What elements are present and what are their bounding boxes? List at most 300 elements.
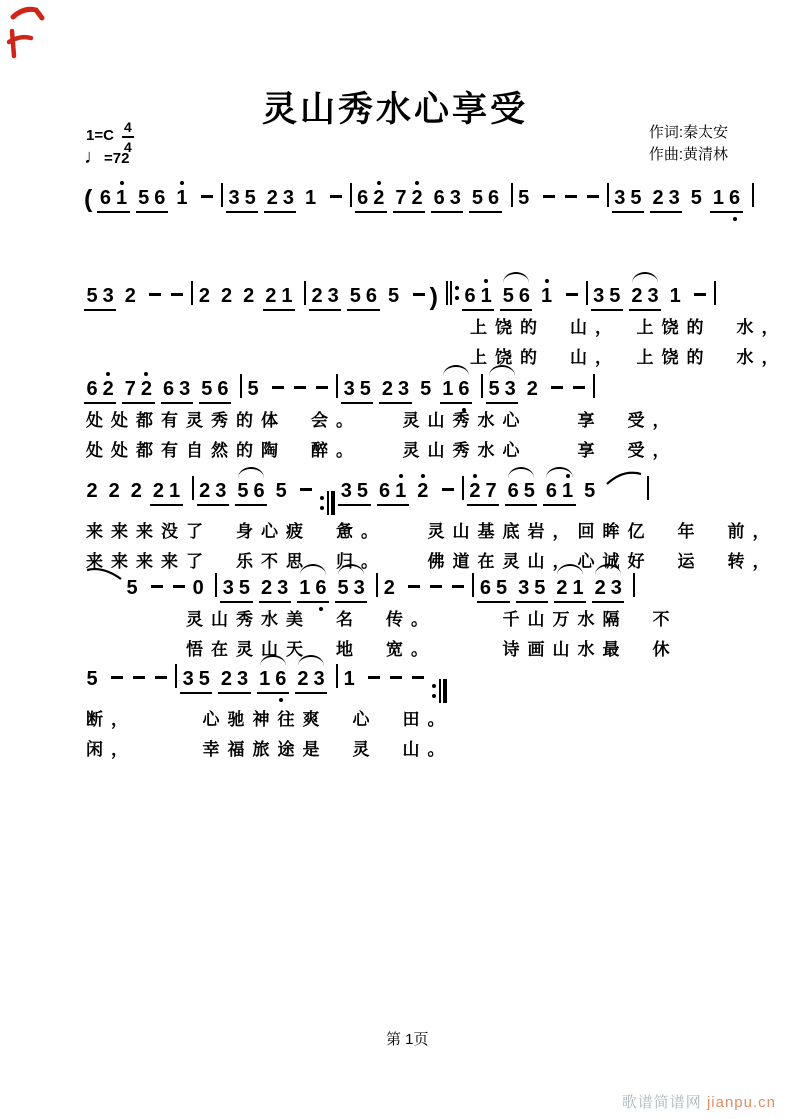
- beam-notes: [257, 667, 289, 694]
- note: 7: [395, 187, 407, 209]
- note: 6: [726, 186, 742, 210]
- note: 1: [442, 378, 454, 400]
- beam-notes: [295, 667, 327, 694]
- slur-arc: [632, 272, 658, 283]
- octave-dot-above: [106, 372, 110, 376]
- note: 5: [244, 187, 256, 209]
- beam-notes: [629, 284, 661, 311]
- note: 5: [488, 378, 500, 400]
- beam-group: [161, 377, 193, 404]
- beam-notes: [180, 667, 212, 694]
- barline: [633, 573, 635, 597]
- duration-dash: [272, 386, 284, 389]
- repeat-dot: [320, 506, 324, 510]
- duration-dash: [543, 195, 555, 198]
- duration-dash: [413, 293, 425, 296]
- beam-group: [338, 479, 370, 506]
- note: 2: [221, 285, 233, 307]
- slur-arc: [300, 564, 326, 575]
- note: 5: [247, 378, 259, 400]
- note: 5: [584, 480, 596, 502]
- repeat-dot: [455, 286, 459, 290]
- beam-group: [486, 377, 518, 404]
- time-signature-top: 4: [124, 119, 132, 135]
- note: 6: [273, 667, 289, 691]
- beam-group: [295, 667, 327, 694]
- beam-notes: [379, 377, 411, 404]
- note: 5: [518, 187, 530, 209]
- note: 6: [154, 187, 166, 209]
- note: 2: [409, 186, 425, 210]
- slur-arc: [238, 467, 264, 478]
- duration-dash: [155, 676, 167, 679]
- note-token: [190, 576, 206, 600]
- parenthesis: ): [429, 283, 438, 311]
- note: 6: [456, 377, 472, 401]
- beam-notes: [462, 284, 494, 311]
- octave-dot-below: [733, 217, 737, 221]
- beam-group: [136, 186, 168, 213]
- beam-group: [467, 479, 499, 506]
- note: 2: [86, 480, 98, 502]
- beam-notes: [486, 377, 518, 404]
- lyricist-credit: 作词:秦太安: [648, 124, 728, 141]
- note-token: [128, 479, 144, 503]
- beam-group: [543, 479, 575, 506]
- beam-notes: [467, 479, 499, 506]
- slur-arc: [260, 655, 286, 666]
- note: 5: [86, 668, 98, 690]
- duration-dash: [566, 293, 578, 296]
- note: 5: [630, 187, 642, 209]
- repeat-barline: [327, 491, 329, 515]
- duration-dash: [694, 293, 706, 296]
- beam-notes: [341, 377, 373, 404]
- note: 6: [518, 285, 530, 307]
- slur-arc: [443, 365, 469, 376]
- barline: [336, 664, 338, 688]
- duration-dash: [551, 386, 563, 389]
- beam-notes: [650, 186, 682, 213]
- beam-notes: [500, 284, 532, 311]
- note: 1: [478, 284, 494, 308]
- beam-notes: [543, 479, 575, 506]
- beam-notes: [197, 479, 229, 506]
- beam-group: [431, 186, 463, 213]
- song-title: 灵山秀水心享受: [261, 90, 528, 129]
- note: 3: [179, 378, 191, 400]
- note: 2: [199, 480, 211, 502]
- octave-dot-above: [377, 181, 381, 185]
- beam-group: [264, 186, 296, 213]
- note: 5: [201, 378, 213, 400]
- note: 5: [502, 285, 514, 307]
- composer-credit: 作曲:黄清林: [648, 145, 728, 163]
- note: 2: [220, 668, 232, 690]
- notes-row: [84, 167, 774, 213]
- note: 2: [652, 187, 664, 209]
- beam-notes: [592, 576, 624, 603]
- notation-line: [84, 265, 787, 371]
- barline: [191, 281, 193, 305]
- red-corner-marks: [2, 2, 52, 64]
- repeat-dots: [320, 496, 324, 510]
- note-token: [124, 576, 140, 600]
- note: 5: [237, 480, 249, 502]
- beam-group: [84, 284, 116, 311]
- beam-group: [199, 377, 231, 404]
- note: 2: [371, 186, 387, 210]
- note: 3: [327, 285, 339, 307]
- octave-dot-above: [484, 279, 488, 283]
- beam-notes: [431, 186, 463, 213]
- beam-group: [335, 576, 367, 603]
- beam-notes: [710, 186, 742, 213]
- duration-dash: [173, 585, 185, 588]
- barline: [376, 573, 378, 597]
- octave-dot-above: [120, 181, 124, 185]
- note-token: [538, 284, 554, 308]
- octave-dot-above: [566, 474, 570, 478]
- duration-dash: [171, 293, 183, 296]
- repeat-barline-thick: [331, 491, 335, 515]
- duration-dash: [201, 195, 213, 198]
- note: 2: [130, 480, 142, 502]
- beam-group: [259, 576, 291, 603]
- beam-notes: [347, 284, 379, 311]
- note: 5: [349, 285, 361, 307]
- octave-dot-above: [180, 181, 184, 185]
- note: 2: [152, 480, 164, 502]
- note: 6: [99, 187, 111, 209]
- note: 6: [464, 285, 476, 307]
- beam-notes: [84, 284, 116, 311]
- notes-row: [84, 453, 774, 515]
- duration-dash: [412, 676, 424, 679]
- duration-dash: [300, 488, 312, 491]
- slur-arc: [503, 272, 529, 283]
- note: 2: [108, 480, 120, 502]
- beam-notes: [440, 377, 472, 404]
- beam-group: [377, 479, 409, 506]
- duration-dash: [442, 488, 454, 491]
- beam-notes: [226, 186, 258, 213]
- lyrics-row: 断， 心驰神往爽 心 田。: [86, 710, 453, 729]
- beam-group: [710, 186, 742, 213]
- note-token: [381, 576, 397, 600]
- note: 3: [277, 577, 289, 599]
- beam-group: [554, 576, 586, 603]
- beam-notes: [612, 186, 644, 213]
- lyrics-row: 闲， 幸福旅途是 灵 山。: [86, 740, 453, 759]
- note-token: [418, 377, 434, 401]
- note: 6: [313, 576, 329, 600]
- repeat-end-sign: [320, 491, 335, 515]
- watermark-url: jianpu.cn: [706, 1094, 776, 1111]
- notes-row: [84, 358, 774, 404]
- slur-arc: [595, 564, 621, 575]
- note: 6: [545, 480, 557, 502]
- note: 6: [86, 378, 98, 400]
- slur-arc: [338, 564, 364, 575]
- lyrics-row: 处处都有自然的陶 醉。 灵山秀水心 享 受，: [86, 441, 678, 460]
- beam-notes: [264, 186, 296, 213]
- lyrics-row: 上饶的 山， 上饶的 水，: [470, 318, 787, 337]
- slur-arc: [489, 365, 515, 376]
- notation-line: [84, 648, 774, 763]
- beam-group: [226, 186, 258, 213]
- beam-notes: [377, 479, 409, 506]
- note: 5: [238, 577, 250, 599]
- beam-group: [477, 576, 509, 603]
- beam-group: [84, 377, 116, 404]
- slur-arc: [298, 655, 324, 666]
- note: 3: [398, 378, 410, 400]
- note: 6: [507, 480, 519, 502]
- duration-dash: [587, 195, 599, 198]
- note: 5: [86, 285, 98, 307]
- notes-row: [84, 550, 778, 603]
- duration-dash: [368, 676, 380, 679]
- beam-group: [297, 576, 329, 603]
- note: 3: [222, 577, 234, 599]
- time-signature-divider: [122, 136, 134, 138]
- note: 2: [297, 668, 309, 690]
- beam-group: [592, 576, 624, 603]
- note: 3: [647, 285, 659, 307]
- duration-dash: [294, 386, 306, 389]
- note-token: [241, 284, 257, 308]
- note: 6: [433, 187, 445, 209]
- note: 3: [353, 577, 365, 599]
- note-token: [84, 667, 100, 691]
- note: 2: [631, 285, 643, 307]
- note-token: [386, 284, 402, 308]
- note: 5: [198, 668, 210, 690]
- repeat-dots: [432, 684, 436, 698]
- beam-notes: [136, 186, 168, 213]
- barline: [593, 374, 595, 398]
- note: 3: [228, 187, 240, 209]
- note: 5: [359, 378, 371, 400]
- note: 5: [609, 285, 621, 307]
- duration-dash: [565, 195, 577, 198]
- beam-notes: [297, 576, 329, 603]
- quarter-note-icon: ♩: [84, 146, 104, 168]
- duration-dash: [133, 676, 145, 679]
- beam-group: [122, 377, 154, 404]
- note: 2: [381, 378, 393, 400]
- note: 3: [182, 668, 194, 690]
- note: 2: [138, 377, 154, 401]
- beam-group: [379, 377, 411, 404]
- beam-group: [218, 667, 250, 694]
- beam-notes: [393, 186, 425, 213]
- barline: [304, 281, 306, 305]
- octave-dot-above: [399, 474, 403, 478]
- note: 5: [126, 577, 138, 599]
- time-signature-bottom: 4: [124, 138, 132, 155]
- note: 1: [304, 187, 317, 209]
- credits: [649, 122, 728, 166]
- lyrics-row: 悟在灵山天 地 宽。 诗画山水最 休: [186, 640, 678, 659]
- note-token: [245, 377, 261, 401]
- note: 1: [259, 668, 271, 690]
- note: 2: [415, 479, 431, 503]
- barline: [472, 573, 474, 597]
- repeat-barline: [446, 281, 448, 305]
- note: 3: [237, 668, 249, 690]
- note-token: [174, 186, 190, 210]
- note: 3: [449, 187, 461, 209]
- beam-group: [197, 479, 229, 506]
- lyrics-row: 来来来来了 乐不思 归。 佛道在灵山，心诚好 运 转，: [86, 552, 778, 571]
- note-token: [106, 479, 122, 503]
- note: 1: [560, 479, 576, 503]
- beam-group: [516, 576, 548, 603]
- note-token: [582, 479, 598, 503]
- note: 3: [668, 187, 680, 209]
- repeat-dot: [432, 694, 436, 698]
- octave-dot-above: [144, 372, 148, 376]
- note: 3: [340, 480, 352, 502]
- note: 5: [420, 378, 432, 400]
- note: 3: [343, 378, 355, 400]
- beam-notes: [199, 377, 231, 404]
- note-token: [341, 667, 357, 691]
- note: 5: [275, 480, 287, 502]
- beam-group: [440, 377, 472, 404]
- beam-notes: [84, 377, 116, 404]
- beam-notes: [335, 576, 367, 603]
- beam-group: [257, 667, 289, 694]
- repeat-barline: [450, 281, 452, 305]
- barline: [240, 374, 242, 398]
- beam-group: [462, 284, 494, 311]
- beam-notes: [122, 377, 154, 404]
- beam-notes: [355, 186, 387, 213]
- beam-notes: [97, 186, 129, 213]
- note: 3: [518, 577, 530, 599]
- beam-group: [347, 284, 379, 311]
- beam-group: [355, 186, 387, 213]
- beam-notes: [220, 576, 252, 603]
- note-token: [516, 186, 532, 210]
- note: 1: [669, 285, 681, 307]
- note: 1: [572, 577, 584, 599]
- repeat-dot: [432, 684, 436, 688]
- note: 1: [343, 668, 355, 690]
- beam-notes: [235, 479, 267, 506]
- barline: [586, 281, 588, 305]
- note: 5: [471, 187, 483, 209]
- duration-dash: [452, 585, 464, 588]
- duration-dash: [430, 585, 442, 588]
- note: 6: [379, 480, 391, 502]
- lyrics-row: 灵山秀水美 名 传。 千山万水隔 不: [186, 610, 678, 629]
- key-label: 1=C: [86, 127, 114, 144]
- beam-notes: [309, 284, 341, 311]
- barline: [462, 476, 464, 500]
- watermark: [622, 1091, 776, 1112]
- note-token: [273, 479, 289, 503]
- note: 1: [712, 187, 724, 209]
- beam-group: [505, 479, 537, 506]
- note: 6: [253, 480, 265, 502]
- notation-line: [84, 167, 774, 213]
- beam-group: [650, 186, 682, 213]
- beam-group: [150, 479, 182, 506]
- beam-group: [341, 377, 373, 404]
- note: 5: [690, 187, 702, 209]
- note: 5: [388, 285, 400, 307]
- octave-dot-above: [421, 474, 425, 478]
- duration-dash: [330, 195, 342, 198]
- repeat-start-sign: [446, 281, 459, 305]
- notation-line: [84, 550, 778, 663]
- note-token: [84, 479, 100, 503]
- note-token: [302, 186, 318, 210]
- beam-group: [97, 186, 129, 213]
- beam-group: [469, 186, 501, 213]
- barline: [215, 573, 217, 597]
- beam-notes: [259, 576, 291, 603]
- slur-arc: [508, 467, 534, 478]
- barline: [336, 374, 338, 398]
- note: 1: [169, 480, 181, 502]
- beam-notes: [516, 576, 548, 603]
- note: 1: [281, 285, 293, 307]
- beam-notes: [505, 479, 537, 506]
- note-token: [219, 284, 235, 308]
- tempo-marking: [84, 146, 129, 169]
- tie-arc-in: [85, 566, 123, 590]
- barline: [175, 664, 177, 688]
- duration-dash: [151, 585, 163, 588]
- note: 7: [124, 378, 136, 400]
- note: 2: [198, 285, 210, 307]
- note: 1: [393, 479, 409, 503]
- note: 2: [261, 577, 273, 599]
- beam-notes: [161, 377, 193, 404]
- note: 3: [102, 285, 114, 307]
- beam-notes: [477, 576, 509, 603]
- lyrics-row: 上饶的 山， 上饶的 水，: [470, 348, 787, 367]
- note: 2: [556, 577, 568, 599]
- barline: [221, 183, 223, 207]
- notation-line: [84, 358, 774, 464]
- note: 3: [593, 285, 605, 307]
- barline: [752, 183, 754, 207]
- note: 5: [138, 187, 150, 209]
- beam-notes: [338, 479, 370, 506]
- barline: [511, 183, 513, 207]
- note: 3: [614, 187, 626, 209]
- repeat-end-sign: [432, 679, 447, 703]
- notes-row: [84, 265, 774, 311]
- note: 1: [538, 284, 554, 308]
- octave-dot-below: [279, 698, 283, 702]
- note: 2: [124, 285, 136, 307]
- note: 3: [504, 378, 516, 400]
- barline: [607, 183, 609, 207]
- note-token: [122, 284, 138, 308]
- note: 2: [243, 285, 255, 307]
- octave-dot-above: [545, 279, 549, 283]
- beam-group: [500, 284, 532, 311]
- note-token: [524, 377, 540, 401]
- beam-notes: [150, 479, 182, 506]
